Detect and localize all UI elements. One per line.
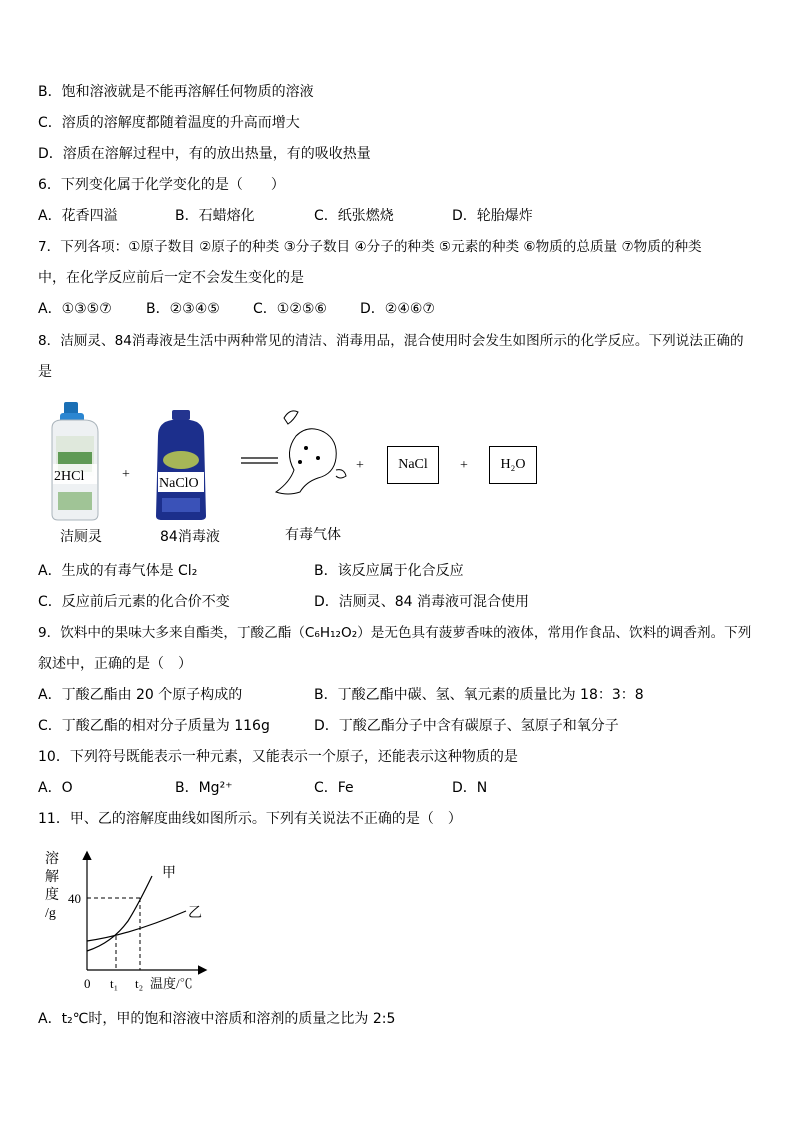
q9-option-b: B．丁酸乙酯中碳、氢、氧元素的质量比为 18：3：8 xyxy=(314,687,644,703)
q5-option-d: D．溶质在溶解过程中，有的放出热量，有的吸收热量 xyxy=(38,146,371,162)
bottle1-formula: 2HCl xyxy=(54,469,85,484)
product-water-box xyxy=(489,446,537,484)
origin-label: 0 xyxy=(84,976,91,991)
q6-option-b: B．石蜡熔化 xyxy=(175,208,255,224)
y-axis-label-4: /g xyxy=(45,906,56,921)
y-axis-label-3: 度 xyxy=(45,888,59,903)
disinfectant-bottle-icon xyxy=(156,410,206,520)
q8-option-a: A．生成的有毒气体是 Cl₂ xyxy=(38,563,198,579)
q6-option-c: C．纸张燃烧 xyxy=(314,208,394,224)
q7-stem-line1: 7．下列各项：①原子数目 ②原子的种类 ③分子数目 ④分子的种类 ⑤元素的种类 ⑥物质的总质量 ⑦物质的种类 xyxy=(38,239,702,255)
q9-option-d: D．丁酸乙酯分子中含有碳原子、氢原子和氧分子 xyxy=(314,718,619,734)
toxic-gas-icon xyxy=(276,411,346,494)
q6-option-d: D．轮胎爆炸 xyxy=(452,208,533,224)
q9-option-a: A．丁酸乙酯由 20 个原子构成的 xyxy=(38,687,243,703)
q7-option-d: D．②④⑥⑦ xyxy=(360,301,435,317)
y-tick-40: 40 xyxy=(68,891,81,906)
q11-option-a: A．t₂℃时，甲的饱和溶液中溶质和溶剂的质量之比为 2:5 xyxy=(38,1011,396,1027)
q8-option-c: C．反应前后元素的化合价不变 xyxy=(38,594,230,610)
q5-option-b: B．饱和溶液就是不能再溶解任何物质的溶液 xyxy=(38,84,314,100)
q7-option-c: C．①②⑤⑥ xyxy=(253,301,327,317)
plus-sign-2: + xyxy=(356,458,364,473)
bottle2-formula: NaClO xyxy=(159,476,199,491)
x-tick-t2: t₂ xyxy=(135,976,144,991)
q9-stem-line1: 9．饮料中的果味大多来自酯类，丁酸乙酯（C₆H₁₂O₂）是无色具有菠萝香味的液体，常用作食品、饮料的调香剂。下列 xyxy=(38,625,752,641)
curve-yi xyxy=(87,911,186,941)
q11-stem: 11．甲、乙的溶解度曲线如图所示。下列有关说法不正确的是（ ） xyxy=(38,811,462,827)
toilet-cleaner-bottle-icon xyxy=(52,402,98,520)
curve-jia-label: 甲 xyxy=(162,866,176,881)
q8-option-b: B．该反应属于化合反应 xyxy=(314,563,464,579)
caption-toilet-cleaner: 洁厕灵 xyxy=(60,529,102,545)
q9-option-c: C．丁酸乙酯的相对分子质量为 116g xyxy=(38,718,270,734)
q10-option-a: A．O xyxy=(38,780,73,796)
product-water: H₂O xyxy=(500,457,526,472)
y-axis-label-1: 溶 xyxy=(45,852,59,867)
q8-option-d: D．洁厕灵、84 消毒液可混合使用 xyxy=(314,594,530,610)
q8-stem-line1: 8．洁厕灵、84消毒液是生活中两种常见的清洁、消毒用品，混合使用时会发生如图所示的化学反应。下列说法正确的 xyxy=(38,333,744,349)
q6-stem: 6．下列变化属于化学变化的是（ ） xyxy=(38,177,285,193)
q9-stem-line2: 叙述中，正确的是（ ） xyxy=(38,656,192,672)
curve-yi-label: 乙 xyxy=(188,906,202,921)
q10-stem: 10．下列符号既能表示一种元素，又能表示一个原子，还能表示这种物质的是 xyxy=(38,749,518,765)
q5-option-c: C．溶质的溶解度都随着温度的升高而增大 xyxy=(38,115,300,131)
q7-option-b: B．②③④⑤ xyxy=(146,301,220,317)
caption-disinfectant: 84消毒液 xyxy=(160,529,220,545)
product-nacl: NaCl xyxy=(398,457,428,472)
solubility-graph xyxy=(40,843,230,993)
x-tick-t1: t₁ xyxy=(110,976,119,991)
q8-stem-line2: 是 xyxy=(38,364,52,380)
q6-option-a: A．花香四溢 xyxy=(38,208,118,224)
y-axis-label-2: 解 xyxy=(45,870,59,885)
q10-option-c: C．Fe xyxy=(314,780,354,796)
q10-option-d: D．N xyxy=(452,780,488,796)
q7-option-a: A．①③⑤⑦ xyxy=(38,301,112,317)
plus-sign-3: + xyxy=(460,458,468,473)
q10-option-b: B．Mg²⁺ xyxy=(175,780,233,796)
product-nacl-box xyxy=(387,446,439,484)
x-axis-label: 温度/℃ xyxy=(150,976,193,991)
plus-sign-1: + xyxy=(122,467,130,482)
q7-stem-line2: 中，在化学反应前后一定不会发生变化的是 xyxy=(38,270,304,286)
caption-toxic-gas: 有毒气体 xyxy=(285,527,341,543)
